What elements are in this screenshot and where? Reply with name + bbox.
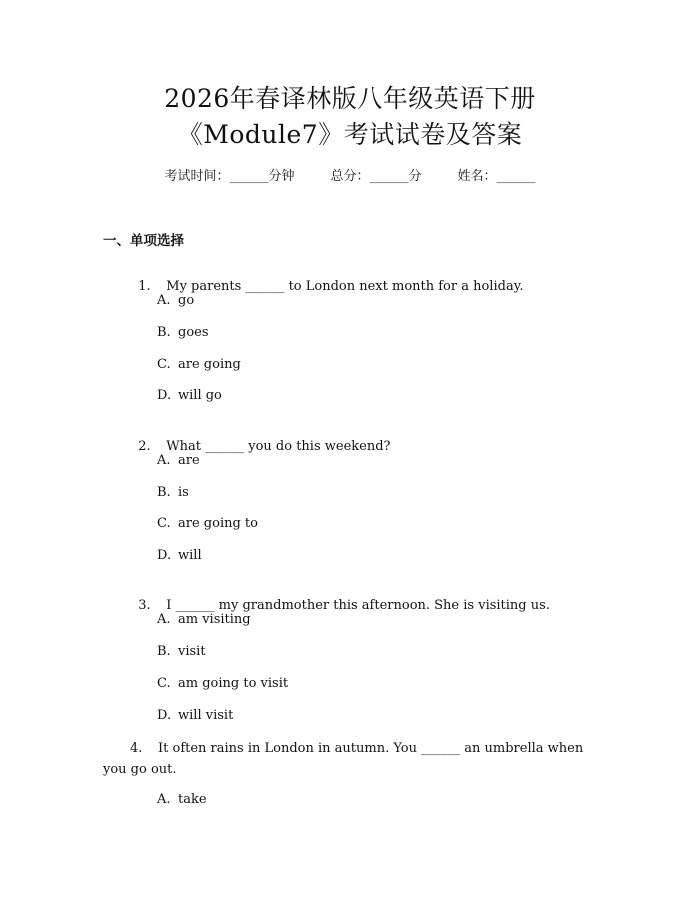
question-2-option-b xyxy=(157,484,189,502)
option-text: will go xyxy=(178,388,222,403)
option-letter: B. xyxy=(157,485,171,500)
option-letter: A. xyxy=(157,453,171,468)
option-text: goes xyxy=(178,325,209,340)
option-text: are going to xyxy=(178,516,258,531)
option-letter: D. xyxy=(157,708,172,723)
option-text: go xyxy=(178,293,195,308)
question-text: It often rains in London in autumn. You ______ an umbrella when you go out. xyxy=(103,741,584,777)
option-text: am visiting xyxy=(178,612,251,627)
option-letter: C. xyxy=(157,516,171,531)
option-letter: A. xyxy=(157,792,171,807)
question-3-option-a xyxy=(157,611,251,629)
total-score-field: 总分：______分 xyxy=(330,169,422,184)
option-text: are xyxy=(178,453,200,468)
question-number: 4. xyxy=(130,741,143,756)
option-text: am going to visit xyxy=(178,676,289,691)
option-text: is xyxy=(178,485,189,500)
question-3-option-b xyxy=(157,643,206,661)
question-1-option-b xyxy=(157,324,209,342)
option-letter: A. xyxy=(157,293,171,308)
exam-meta xyxy=(0,168,700,186)
question-3-option-d xyxy=(157,707,233,725)
question-number: 1. xyxy=(138,279,151,294)
option-letter: D. xyxy=(157,548,172,563)
option-text: will xyxy=(178,548,202,563)
question-3 xyxy=(130,579,550,615)
question-1 xyxy=(130,260,523,296)
question-1-option-c xyxy=(157,356,241,374)
document-title-line2: 《Module7》考试试卷及答案 xyxy=(177,120,523,149)
question-2-option-a xyxy=(157,452,200,470)
option-letter: A. xyxy=(157,612,171,627)
question-text: My parents ______ to London next month for a holiday. xyxy=(166,279,524,294)
question-number: 2. xyxy=(138,439,151,454)
option-letter: C. xyxy=(157,676,171,691)
section-heading-single-choice: 一、单项选择 xyxy=(103,233,184,249)
question-text: I ______ my grandmother this afternoon. She is visiting us. xyxy=(166,598,550,613)
student-name-field: 姓名：______ xyxy=(457,169,536,184)
option-text: are going xyxy=(178,357,241,372)
question-1-option-a xyxy=(157,292,194,310)
question-2 xyxy=(130,420,391,456)
question-4 xyxy=(103,738,595,780)
option-letter: B. xyxy=(157,325,171,340)
question-number: 3. xyxy=(138,598,151,613)
question-3-option-c xyxy=(157,675,288,693)
question-2-option-c xyxy=(157,515,258,533)
question-text: What ______ you do this weekend? xyxy=(166,439,391,454)
document-title-line1: 2026年春译林版八年级英语下册 xyxy=(164,84,536,113)
option-letter: D. xyxy=(157,388,172,403)
exam-time-field: 考试时间：______分钟 xyxy=(164,169,295,184)
option-text: visit xyxy=(178,644,206,659)
option-letter: B. xyxy=(157,644,171,659)
option-text: will visit xyxy=(178,708,234,723)
option-text: take xyxy=(178,792,207,807)
question-1-option-d xyxy=(157,387,222,405)
option-letter: C. xyxy=(157,357,171,372)
question-4-option-a xyxy=(157,791,207,809)
question-2-option-d xyxy=(157,547,202,565)
